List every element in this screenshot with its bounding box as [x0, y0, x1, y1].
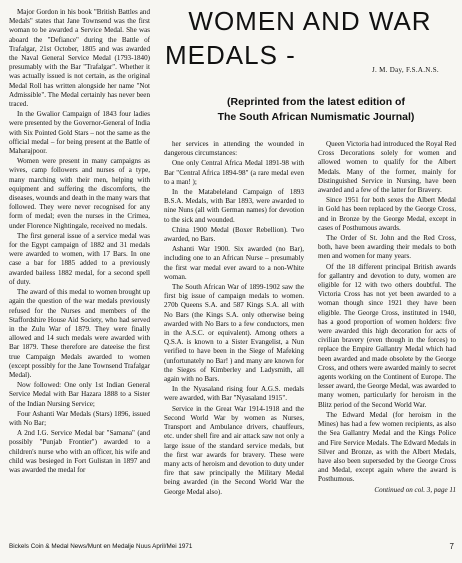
paragraph: Service in the Great War 1914-1918 and the Second World War by women as Nurses, Transport and Ambulance drivers, chauffeurs, etc. under shell fire and air attack saw not only a large issue of the standard service medals, but the first war awards for bravery. These were many acts of heroism and devotion to duty under fire that saw principally the Military Medal being awarded (in the Second World War the George Medal also). — [164, 404, 304, 496]
paragraph: One only Central Africa Medal 1891-98 with Bar "Central Africa 1894-98" (a rare medal even to a man! ); — [164, 159, 304, 186]
paragraph: Queen Victoria had introduced the Royal Red Cross Decorations solely for women and allowed women to qualify for the Albert Medals. Many of the former, mainly for Distinguished Service in Nursing, have been awarded and a few of the latter for Bravery. — [318, 140, 456, 195]
title-line-2: MEDALS - — [165, 40, 296, 70]
paragraph: Women were present in many campaigns as wives, camp followers and nurses of a type, many marching with their men, helping with equipment and suffering the discomforts, the diseases, wounds and death in the many wars that followed. They were never recognised for any form of medal; even the nurses in the Crimea, under Florence Nightingale, received no medals. — [9, 157, 150, 230]
title-line-1: WOMEN AND WAR — [188, 6, 432, 36]
paragraph: A 2nd I.G. Service Medal bar "Samana" (and possibly "Punjab Frontier") awarded to a children's nurse who with an officer, his wife and child was besieged in Fort Gulistan in 1897 and was awarded the medal for — [9, 429, 150, 474]
paragraph: Of the 18 different principal British awards for gallantry and devotion to duty, women are eligible for 12 with two others doubtful. The Victoria Cross has not yet been awarded to a woman though since 1921 they have been eligible. The George Cross, instituted in 1940, has a good proportion of women holders: five were awarded this high decoration for acts of civilian bravery (even though in the forces) to replace the Empire Gallantry Medal which had been awarded and made obsolete by the George Cross, and others were awarded mainly to secret agents working on the Continent of Europe. The lesser award, the George Medal, was awarded to many women, particularly for heroism in the Blitz period of the Second World War. — [318, 262, 456, 409]
paragraph: Now followed: One only 1st Indian General Service Medal with Bar Hazara 1888 to a Sister of the Indian Nursing Service; — [9, 381, 150, 408]
reprint-note — [176, 95, 456, 125]
paragraph: China 1900 Medal (Boxer Rebellion). Two awarded, no Bars. — [164, 225, 304, 244]
text-column-2 — [164, 140, 304, 497]
article-title — [165, 8, 455, 68]
paragraph: The award of this medal to women brought up again the question of the war medals previously refused for the Nurses and members of the Staffordshire House Aid Society, who had served in the Zulu War of 1879. They were finally allowed and 14 such medals were awarded with Bar 1879. These therefore are dateeise the first true Campaign Medals awarded to women (except possibly for the Jane Townsend Trafalgar Medal). — [9, 288, 150, 379]
paragraph: The Edward Medal (for heroism in the Mines) has had a few women recipients, as also the Sea Gallantry Medal and the Kings Police and Fire Service Medals. The Edward Medals in Silver and Bronze, as with the Albert Medals, have also been superseded by the George Cross and Medal, except again where the award is Posthumous. — [318, 410, 456, 484]
paragraph: The South African War of 1899-1902 saw the first big issue of campaign medals to women. 270b Queens S.A. and 587 Kings S.A. all with No Bars (the Kings S.A. only otherwise being awarded with No Bars to a few conductors, men in the A.S.C. or equivalent). Among others a Q.S.A. is known to a Sister Evangelist, a Nun verified to have been in the Siege of Mafeking (unfortunately no Bar! ) and many are known for the Sieges of Kimberley and Ladysmith, all again with no Bars. — [164, 283, 304, 384]
page-number: 7 — [449, 542, 454, 551]
paragraph: her services in attending the wounded in dangerous circumstances: — [164, 140, 304, 158]
paragraph: Ashanti War 1900. Six awarded (no Bar), including one to an African Nurse – presumably the first war medal ever award to a non-White woman. — [164, 245, 304, 281]
page-footer — [9, 542, 454, 551]
paragraph: The first general issue of a service medal was for the Egypt campaign of 1882 and 31 medals were awarded to women, with 17 Bars. In one case a bar for 1885 added to a previously awarded bailess 1882 medal, for a second spell of duty. — [9, 231, 150, 286]
text-column-3 — [318, 140, 456, 495]
reprint-line-2: The South African Numismatic Journal) — [217, 111, 415, 123]
paragraph: In the Nyasaland rising four A.G.S. medals were awarded, with Bar "Nyasaland 1915". — [164, 385, 304, 403]
paragraph: Four Ashanti War Medals (Stars) 1896, issued with No Bar; — [9, 409, 150, 427]
publication-credit: Bickels Coin & Medal News/Munt en Medalje Nuus April/Mei 1971 — [9, 543, 193, 550]
reprint-line-1: (Reprinted from the latest edition of — [227, 96, 405, 108]
paragraph: Major Gordon in his book "British Battles and Medals" states that Jane Townsend was the first woman to be awarded a Service Medal. She was aboard the "Defiance" during the Battle of Trafalgar, 21st October, 1805 and was awarded the Naval General Service Medal (1793-1840) presumably with the Bar "Trafalgar". Whether it was actually issued is not certain, as the original Medal Roll has written alongside her name "Not Admissible". The Medal certainly has never been traced. — [9, 8, 150, 109]
paragraph: Since 1951 for both sexes the Albert Medal in Gold has been replaced by the George Cross, and in Bronze by the George Medal, except in cases of Posthumous awards. — [318, 196, 456, 232]
text-column-1 — [9, 8, 150, 475]
paragraph: In the Matabeleland Campaign of 1893 B.S.A. Medals, with Bar 1893, were awarded to nine Nuns (all with German names) for devotion to the sick and wounded. — [164, 188, 304, 224]
paragraph: The Order of St. John and the Red Cross, both, have been awarding their medals to both men and women for many years. — [318, 234, 456, 261]
continuation-note: Continued on col. 3, page 11 — [374, 485, 456, 494]
author-byline: J. M. Day, F.S.A.N.S. — [372, 66, 439, 74]
paragraph: In the Gwalior Campaign of 1843 four ladies were presented by the Governor-General of India with Six Pointed Gold Stars – not the same as the official medal – for being present at the Battle of Maharajpoor. — [9, 110, 150, 156]
